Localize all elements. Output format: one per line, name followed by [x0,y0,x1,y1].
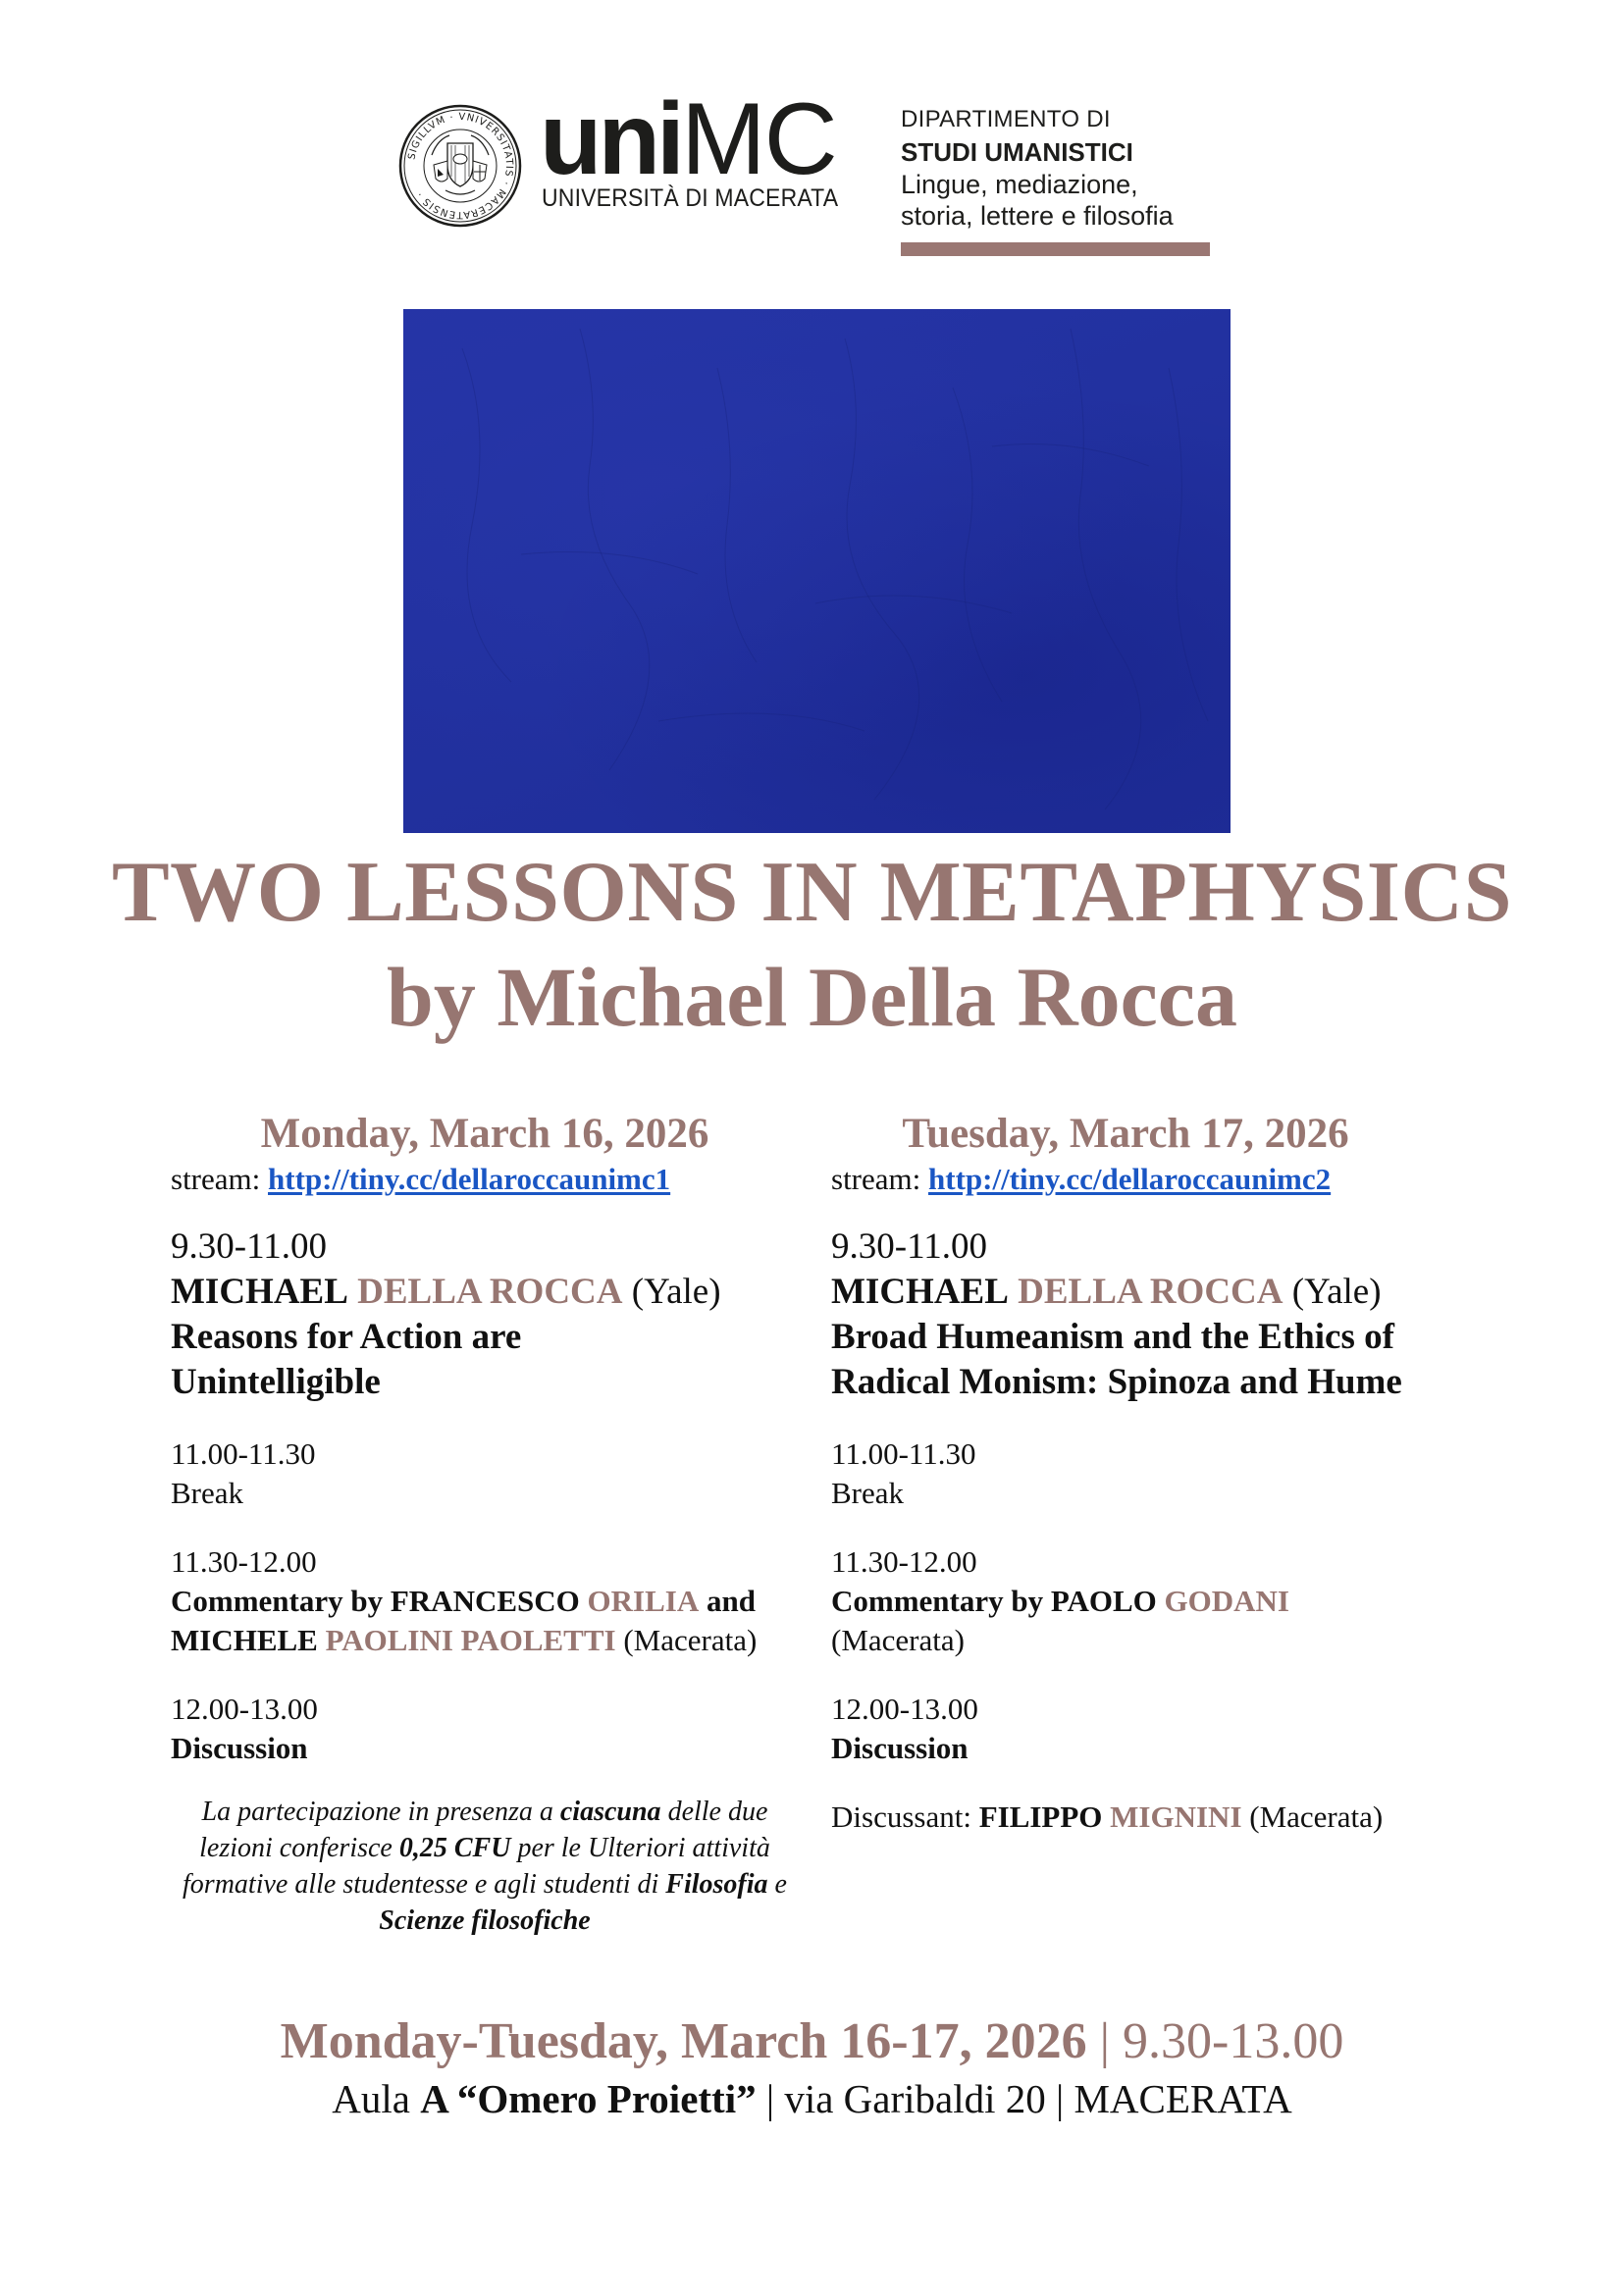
venue-address: via Garibaldi 20 [784,2076,1046,2121]
note-emphasis: 0,25 CFU [398,1833,511,1863]
commentary-slot [171,1542,799,1660]
venue-prefix: Aula [332,2076,421,2121]
speaker-affiliation: (Yale) [631,1272,721,1312]
stream-label: stream: [831,1162,921,1196]
break-slot [171,1434,799,1513]
university-seal-icon [398,104,522,228]
footer-venue [0,2074,1624,2123]
footer-separator: | [1055,2076,1065,2121]
speaker-first-name: MICHAEL [171,1272,348,1312]
slot-time: 12.00-13.00 [171,1692,318,1726]
speaker-first-name: MICHAEL [831,1272,1009,1312]
lecture-slot [171,1225,799,1405]
department-line-1: DIPARTIMENTO DI [901,106,1111,132]
slot-time: 11.30-12.00 [171,1544,317,1579]
slot-time: 12.00-13.00 [831,1692,978,1726]
department-line-2: STUDI UMANISTICI [901,137,1133,167]
footer-separator: | [765,2076,775,2121]
slot-time: 9.30-11.00 [831,1226,987,1267]
day-header: Tuesday, March 17, 2026 [902,1111,1349,1157]
break-label: Break [171,1476,244,1510]
speaker-last-name: DELLA ROCCA [357,1272,623,1312]
commentator-2-last: PAOLINI PAOLETTI [325,1623,616,1657]
department-block [901,104,1174,232]
lecture-slot [831,1225,1479,1405]
slot-time: 11.00-11.30 [831,1436,976,1471]
discussion-label: Discussion [831,1731,969,1765]
stream-label: stream: [171,1162,261,1196]
svg-text:SIGILLVM · VNIVERSITATIS · MAC: SIGILLVM · VNIVERSITATIS · MACERATENSIS · [406,111,515,221]
break-label: Break [831,1476,905,1510]
department-line-4: storia, lettere e filosofia [901,201,1174,231]
commentary-joiner: and [706,1584,756,1618]
discussion-label: Discussion [171,1731,308,1765]
commentator-1-last: GODANI [1164,1584,1289,1618]
note-text: per le Ulteriori attività formative alle studentesse e agli studenti di [183,1833,770,1900]
talk-title-line-1: Reasons for Action are [171,1317,522,1357]
commentator-1-first: FRANCESCO [390,1584,580,1618]
commentator-1-first: PAOLO [1050,1584,1157,1618]
commentator-1-last: ORILIA [587,1584,700,1618]
commentary-line-1 [171,1582,799,1621]
logo-bold-part: uni [540,82,681,196]
stream-link[interactable]: http://tiny.cc/dellaroccaunimc1 [268,1162,671,1196]
day-column-tuesday [831,1109,1479,1837]
day-header: Monday, March 16, 2026 [260,1111,709,1157]
stream-line [831,1160,1479,1199]
break-slot [831,1434,1479,1513]
speaker-affiliation: (Yale) [1291,1272,1382,1312]
footer-date-range: Monday-Tuesday, March 16-17, 2026 [280,2013,1087,2069]
stream-line [171,1160,799,1199]
accent-bar [901,242,1210,256]
credits-note [171,1794,799,1939]
discussant-last-name: MIGNINI [1110,1799,1242,1834]
unimc-logo [540,82,836,196]
day-column-monday [171,1109,799,1939]
commentary-affiliation: (Macerata) [831,1623,965,1657]
slot-time: 11.00-11.30 [171,1436,316,1471]
note-text: e [767,1869,787,1900]
university-name: UNIVERSITÀ DI MACERATA [542,184,839,212]
stream-link[interactable]: http://tiny.cc/dellaroccaunimc2 [928,1162,1332,1196]
note-emphasis: ciascuna [559,1797,661,1827]
event-title: TWO LESSONS IN METAPHYSICS [111,845,1513,940]
speaker-line [171,1270,799,1315]
note-text: La partecipazione in presenza a [201,1797,560,1827]
event-subtitle: by Michael Della Rocca [387,950,1237,1044]
venue-name: A “Omero Proietti” [420,2076,757,2121]
discussion-slot [831,1690,1479,1768]
department-line-3: Lingue, mediazione, [901,170,1138,199]
note-text: delle due lezioni conferisce [199,1797,768,1863]
talk-title-line-2: Radical Monism: Spinoza and Hume [831,1362,1402,1402]
logo-light-part: MC [680,82,836,196]
commentary-prefix: Commentary by [171,1584,384,1618]
speaker-line [831,1270,1479,1315]
speaker-last-name: DELLA ROCCA [1018,1272,1283,1312]
blue-monochrome-painting [403,309,1231,833]
note-emphasis: Scienze filosofiche [379,1905,591,1936]
commentary-line-1 [831,1582,1479,1621]
discussant-line [831,1798,1479,1837]
discussant-first-name: FILIPPO [978,1799,1103,1834]
commentary-line-2 [171,1621,799,1660]
footer-separator: | [1099,2013,1111,2069]
talk-title-line-2: Unintelligible [171,1362,381,1402]
footer-hours: 9.30-13.00 [1123,2013,1344,2069]
commentator-2-first: MICHELE [171,1623,318,1657]
footer-dates [0,2011,1624,2072]
commentary-prefix: Commentary by [831,1584,1044,1618]
discussant-affiliation: (Macerata) [1249,1799,1384,1834]
commentary-affiliation: (Macerata) [623,1623,758,1657]
painting-texture [403,309,1231,833]
commentary-slot [831,1542,1479,1660]
discussant-label: Discussant: [831,1799,971,1834]
discussion-slot [171,1690,799,1768]
slot-time: 11.30-12.00 [831,1544,977,1579]
note-emphasis: Filosofia [665,1869,768,1900]
venue-city: MACERATA [1074,2076,1292,2121]
slot-time: 9.30-11.00 [171,1226,327,1267]
talk-title-line-1: Broad Humeanism and the Ethics of [831,1317,1394,1357]
